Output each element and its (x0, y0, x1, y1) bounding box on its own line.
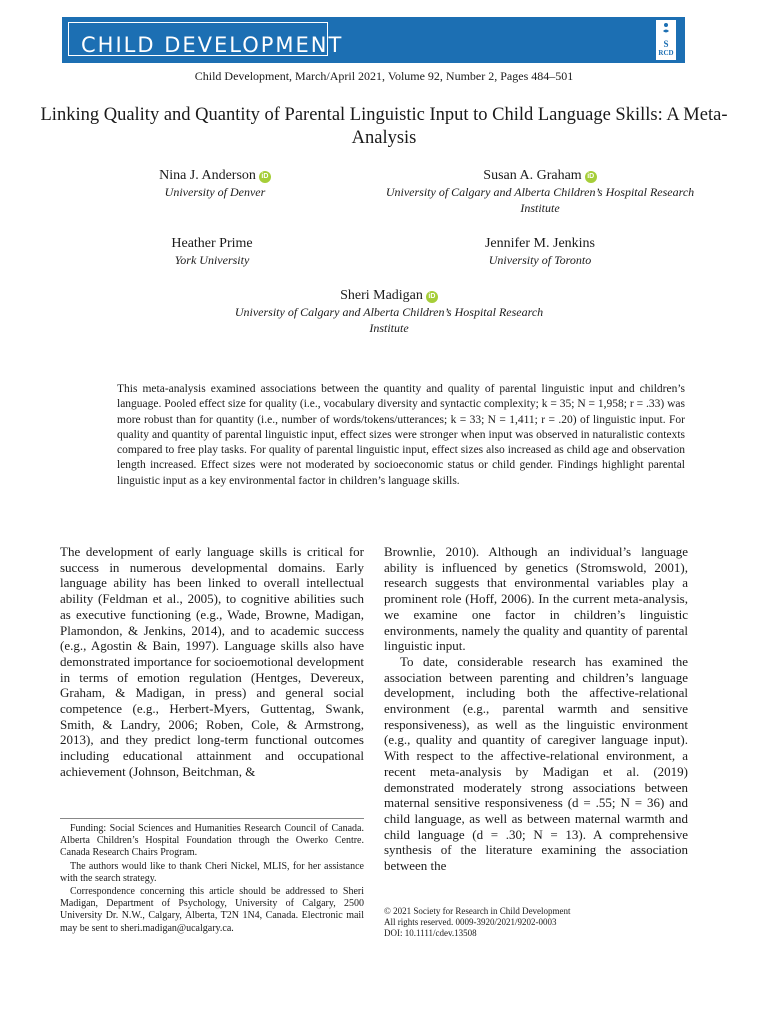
doi-line: DOI: 10.1111/cdev.13508 (384, 928, 477, 938)
footnote-correspondence: Correspondence concerning this article should be addressed to Sheri Madigan, Department of Psychology, University of Calgary, 2500 University Dr. N.W., Calgary, Alberta, T2N 1N4, Canada. Electronic mail may be sent to sheri.madigan@ucalgary.ca. (60, 886, 364, 934)
rights-line: All rights reserved. 0009-3920/2021/9202-0003 (384, 917, 557, 927)
journal-title-frame (68, 22, 344, 57)
author-affiliation: University of Calgary and Alberta Children’s Hospital Research Institute (385, 185, 695, 215)
article-title: Linking Quality and Quantity of Parental Linguistic Input to Child Language Skills: A Meta-Analysis (40, 105, 728, 148)
footnote-acknowledgment: The authors would like to thank Cheri Nickel, MLIS, for her assistance with the search strategy. (60, 860, 364, 884)
orcid-icon[interactable]: iD (259, 171, 271, 183)
orcid-icon[interactable]: iD (426, 291, 438, 303)
footnotes (60, 823, 364, 936)
body-column-right (384, 544, 688, 874)
footnote-divider (60, 818, 364, 819)
author-block (110, 235, 314, 268)
author-affiliation: University of Toronto (488, 253, 592, 267)
copyright-block (384, 906, 571, 939)
abstract: This meta-analysis examined associations between the quantity and quality of parental linguistic input and children’s language. Pooled effect size for quality (i.e., vocabulary diversity and syntactic complexity; k = 35; N = 1,958; r = .33) was more robust than for quantity (i.e., number of words/tokens/utterances; k = 33; N = 1,411; r = .20) of linguistic input. For quality and quantity of parental linguistic input, effect sizes were stronger when input was observed in naturalistic contexts compared to free play tasks. For quality of parental linguistic input, effect sizes also increased as child age and observation length increased. Effect sizes were not moderated by socioeconomic status or child gender. Findings highlight parental linguistic input as a key environmental factor in children’s language skills. (117, 383, 685, 487)
journal-banner (62, 17, 685, 63)
author-affiliation: University of Calgary and Alberta Children’s Hospital Research Institute (234, 305, 544, 335)
footnote-funding: Funding: Social Sciences and Humanities Research Council of Canada. Alberta Children’s Hospital Foundation through the Owerko Centre. Canada Research Chairs Program. (60, 823, 364, 859)
journal-citation: Child Development, March/April 2021, Volume 92, Number 2, Pages 484–501 (194, 69, 574, 83)
body-paragraph: To date, considerable research has examined the association between parenting and children’s language development, including both the affective-relational environment (e.g., parental warmth and sensitive responsiveness), as well as the linguistic environment (e.g., quality and quantity of caregiver language input). With respect to the affective-relational environment, a recent meta-analysis by Madigan et al. (2019) demonstrated moderately strong associations between maternal sensitive responsiveness (d = .55; N = 36) and child language, as well as between maternal warmth and child language (d = .30; N = 13). A comprehensive synthesis of the literature examining the association between the (384, 653, 688, 874)
body-column-left (60, 544, 364, 780)
author-name: Jennifer M. Jenkins (484, 236, 596, 251)
copyright-line: © 2021 Society for Research in Child Development (384, 906, 571, 916)
body-paragraph: Brownlie, 2010). Although an individual’s language ability is influenced by genetics (Stromswold, 2001), research suggests that environmental variables play a prominent role (Hoff, 2006). In the current meta-analysis, we examine one factor in children’s linguistic environments, namely the quality and quantity of parental linguistic input. (384, 544, 688, 654)
journal-title: CHILD DEVELOPMENT (81, 33, 344, 57)
author-block (234, 287, 544, 336)
author-name: Susan A. Graham (483, 168, 582, 183)
author-block (385, 167, 695, 216)
author-block (110, 167, 320, 200)
author-block (385, 235, 695, 268)
srcd-logo-icon (653, 19, 679, 61)
author-affiliation: York University (174, 253, 250, 267)
author-affiliation: University of Denver (164, 185, 266, 199)
svg-text:S: S (663, 39, 669, 49)
svg-text:RCD: RCD (658, 49, 674, 57)
author-name: Nina J. Anderson (159, 168, 256, 183)
author-name: Sheri Madigan (340, 288, 423, 303)
body-paragraph: The development of early language skills is critical for success in numerous developmental domains. Early language ability has been linked to overall intellectual ability (Feldman et al., 2005), to cognitive abilities such as executive functioning (e.g., Wade, Browne, Madigan, Plamondon, & Jenkins, 2014), and to academic success (e.g., Agostin & Bain, 1997). Language skills also have demonstrated importance for socioemotional development in terms of emotion regulation (Hentges, Devereux, Graham, & Madigan, in press) and general social competence (e.g., Herbert-Myers, Guttentag, Swank, Smith, & Landry, 2006; Roben, Cole, & Armstrong, 2013), and they predict long-term functional outcomes including educational attainment and occupational achievement (Johnson, Beitchman, & (60, 544, 364, 779)
orcid-icon[interactable]: iD (585, 171, 597, 183)
author-name: Heather Prime (171, 236, 253, 251)
